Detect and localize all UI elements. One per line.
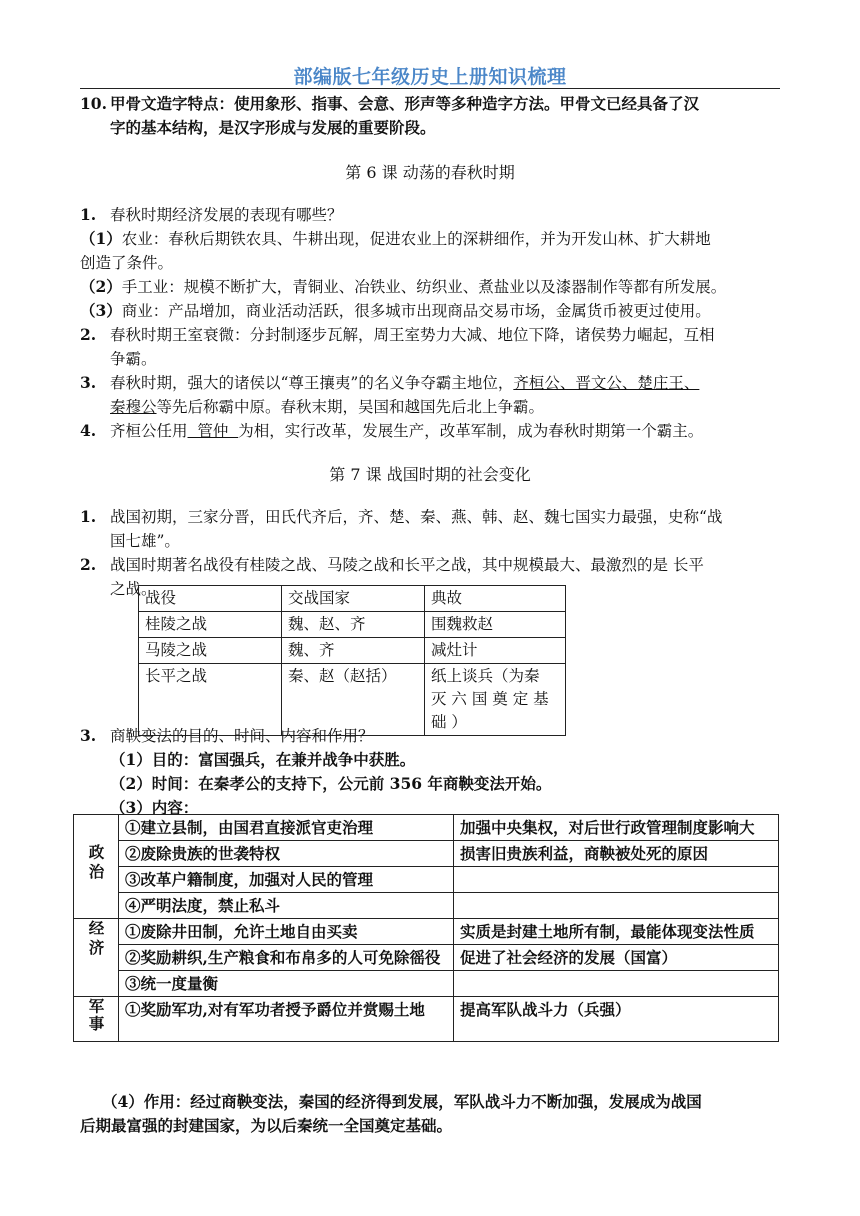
text-run: 春秋时期，强大的诸侯以“尊王攘夷”的名义争夺霸主地位， (110, 374, 514, 392)
table-cell: 马陵之战 (139, 638, 282, 664)
item-number: 10. (80, 94, 107, 113)
lesson-6-heading: 第 6 课 动荡的春秋时期 (345, 163, 515, 182)
item-text: 商鞅变法的目的、时间、内容和作用？ (110, 727, 374, 745)
table-cell: 减灶计 (425, 638, 566, 664)
table-row (74, 997, 779, 1042)
table-header-cell: 交战国家 (282, 586, 425, 612)
reform-purpose: （1）目的：富国强兵，在兼并战争中获胜。 (110, 750, 416, 769)
table-row (74, 919, 779, 945)
effect-line: 后期最富强的封建国家，为以后秦统一全国奠定基础。 (80, 1116, 453, 1135)
item-number: 1. (80, 507, 97, 526)
lesson6-q4 (80, 419, 782, 443)
note-cell: 损害旧贵族利益，商鞅被处死的原因 (454, 841, 779, 867)
commerce-point (80, 299, 782, 323)
item-text (80, 371, 782, 419)
reform-effect (80, 1090, 782, 1138)
text-run: 等先后称霸中原。春秋末期，吴国和越国先后北上争霸。 (156, 398, 545, 416)
item-text: 春秋时期经济发展的表现有哪些？ (110, 206, 343, 224)
table-row (139, 612, 566, 638)
note-cell: 加强中央集权，对后世行政管理制度影响大 (454, 815, 779, 841)
note-cell (454, 893, 779, 919)
text-run: 为相，实行改革，发展生产，改革军制，成为春秋时期第一个霸主。 (238, 422, 704, 440)
note-cell: 促进了社会经济的发展（国富） (454, 945, 779, 971)
reform-content-label: （3）内容： (110, 798, 199, 817)
table-row (74, 841, 779, 867)
category-label: 军事 (86, 998, 106, 1033)
note-cell: 实质是封建土地所有制，最能体现变法性质 (454, 919, 779, 945)
item-line: 国七雄”。 (110, 532, 180, 550)
note-cell (454, 867, 779, 893)
point-text-cont: 创造了条件。 (80, 254, 174, 272)
table-cell: 桂陵之战 (139, 612, 282, 638)
underlined-name: 管仲 (187, 422, 239, 440)
note-line: 础 ） (431, 713, 467, 731)
table-header-cell: 典故 (425, 586, 566, 612)
effect-line: （4）作用：经过商鞅变法，秦国的经济得到发展，军队战斗力不断加强，发展成为战国 (102, 1092, 702, 1111)
lesson6-q2 (80, 323, 782, 371)
table-row (74, 867, 779, 893)
point-label: （2） (80, 277, 122, 296)
reform-table (73, 814, 779, 1042)
point-label: （3） (80, 301, 122, 320)
item-10 (80, 92, 782, 140)
item-number: 1. (80, 205, 97, 224)
content-cell: ③统一度量衡 (119, 971, 454, 997)
table-cell: 秦、赵（赵括） (282, 664, 425, 736)
reform-time: （2）时间：在秦孝公的支持下，公元前 356 年商鞅变法开始。 (110, 774, 552, 793)
point-text: 商业：产品增加，商业活动活跃，很多城市出现商品交易市场，金属货币被更过使用。 (121, 302, 711, 320)
table-row (139, 638, 566, 664)
table-cell: 围魏救赵 (425, 612, 566, 638)
item-text (80, 323, 782, 371)
note-cell (454, 971, 779, 997)
category-label: 政治 (86, 843, 106, 883)
item-text (80, 92, 782, 140)
lesson7-q1 (80, 505, 782, 553)
content-cell: ①建立县制，由国君直接派官吏治理 (119, 815, 454, 841)
content-cell: ①奖励军功,对有军功者授予爵位并赏赐土地 (119, 997, 454, 1042)
content-cell: ②废除贵族的世袭特权 (119, 841, 454, 867)
table-cell: 魏、齐 (282, 638, 425, 664)
item-number: 3. (80, 726, 97, 745)
item-line: 之战。 (110, 580, 157, 598)
table-header-row (139, 586, 566, 612)
text-run: 齐桓公任用 (110, 422, 188, 440)
note-cell: 提高军队战斗力（兵强） (454, 997, 779, 1042)
lesson6-q3 (80, 371, 782, 419)
item-text (80, 419, 782, 443)
item-number: 4. (80, 421, 97, 440)
category-label: 经济 (86, 920, 106, 959)
content-cell: ①废除井田制，允许土地自由买卖 (119, 919, 454, 945)
item-line: 字的基本结构，是汉字形成与发展的重要阶段。 (110, 118, 436, 137)
category-cell (74, 815, 119, 919)
header-divider (80, 88, 780, 89)
table-row (74, 971, 779, 997)
point-text: 农业：春秋后期铁农具、牛耕出现，促进农业上的深耕细作，并为开发山林、扩大耕地 (121, 230, 711, 248)
item-line: 战国时期著名战役有桂陵之战、马陵之战和长平之战，其中规模最大、最激烈的是 长平 (110, 556, 704, 574)
item-number: 2. (80, 325, 97, 344)
table-row (74, 893, 779, 919)
content-cell: ④严明法度，禁止私斗 (119, 893, 454, 919)
content-cell: ②奖励耕织,生产粮食和布帛多的人可免除徭役 (119, 945, 454, 971)
content-cell: ③改革户籍制度，加强对人民的管理 (119, 867, 454, 893)
table-cell: 长平之战 (139, 664, 282, 736)
lesson-7-heading: 第 7 课 战国时期的社会变化 (329, 465, 531, 484)
item-line: 战国初期，三家分晋，田氏代齐后，齐、楚、秦、燕、韩、赵、魏七国实力最强，史称“战 (110, 508, 723, 526)
item-line: 甲骨文造字特点：使用象形、指事、会意、形声等多种造字方法。甲骨文已经具备了汉 (110, 94, 700, 113)
category-cell (74, 919, 119, 997)
lesson7-q3 (80, 724, 782, 748)
table-row (74, 815, 779, 841)
note-line: 纸上谈兵（为秦 (431, 667, 540, 685)
table-header-cell: 战役 (139, 586, 282, 612)
table-cell: 魏、赵、齐 (282, 612, 425, 638)
category-cell (74, 997, 119, 1042)
battle-table (138, 585, 566, 736)
item-text (80, 505, 782, 553)
item-number: 3. (80, 373, 97, 392)
underlined-rulers: 齐桓公、晋文公、楚庄王、 (513, 374, 700, 392)
item-line: 春秋时期王室衰微：分封制逐步瓦解，周王室势力大减、地位下降，诸侯势力崛起，互相 (110, 326, 715, 344)
handicraft-point (80, 275, 782, 299)
page-header-title: 部编版七年级历史上册知识梳理 (293, 66, 567, 88)
item-number: 2. (80, 555, 97, 574)
point-label: （1） (80, 229, 122, 248)
lesson6-q1 (80, 203, 782, 227)
underlined-ruler: 秦穆公 (110, 398, 157, 416)
table-row (74, 945, 779, 971)
agriculture-point (80, 227, 782, 275)
point-text: 手工业：规模不断扩大，青铜业、冶铁业、纺织业、煮盐业以及漆器制作等都有所发展。 (121, 278, 727, 296)
note-line: 灭 六 国 奠 定 基 (431, 690, 549, 708)
item-line: 争霸。 (110, 350, 157, 368)
